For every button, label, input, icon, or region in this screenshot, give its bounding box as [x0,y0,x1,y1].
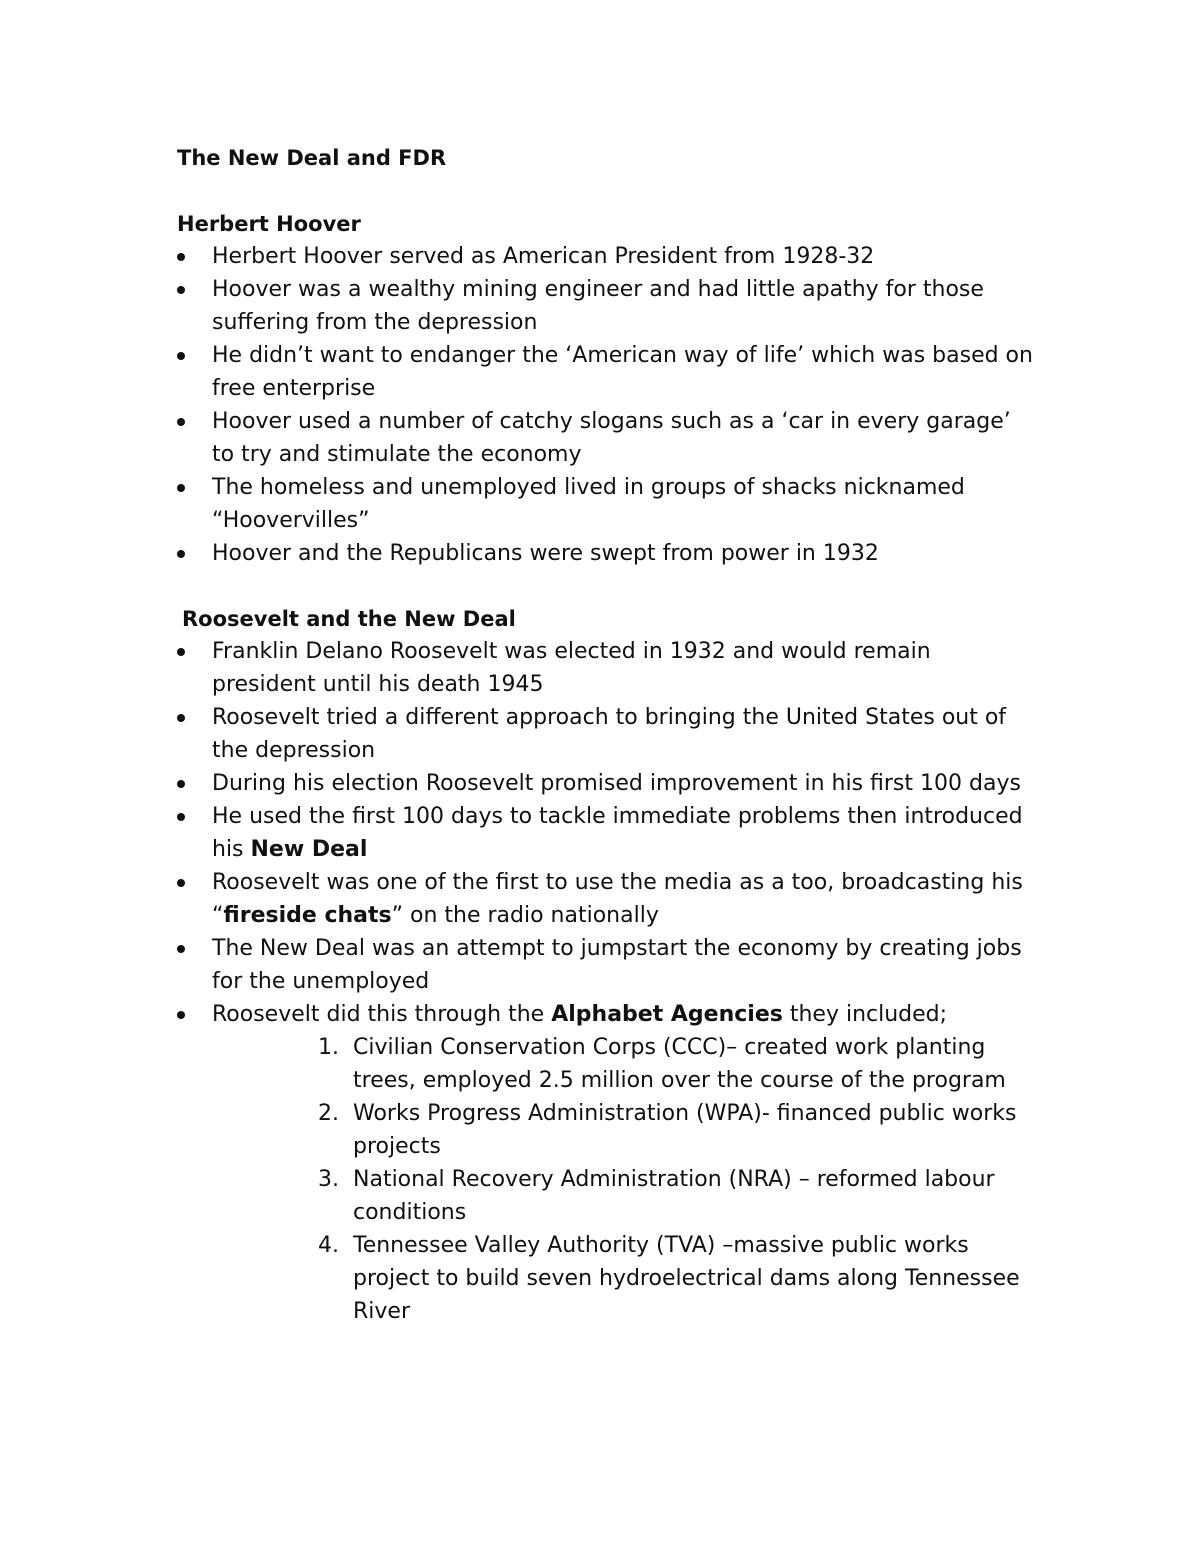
list-item: The New Deal was an attempt to jumpstart the economy by creating jobs for the unemployed [177,932,1037,998]
bullet-icon [177,253,185,261]
list-item: The homeless and unemployed lived in groups of shacks nicknamed “Hoovervilles” [177,471,1037,537]
bullet-icon [177,945,185,953]
list-item: 3. National Recovery Administration (NRA) – reformed labour conditions [318,1163,1038,1229]
list-item: Hoover used a number of catchy slogans such as a ‘car in every garage’ to try and stimulate the economy [177,405,1037,471]
list-item: 4. Tennessee Valley Authority (TVA) –massive public works project to build seven hydroelectrical dams along Tennessee River [318,1229,1038,1328]
fireside-chats-emphasis: fireside chats [223,903,392,928]
list-item: Roosevelt did this through the Alphabet Agencies they included; [177,998,1037,1031]
section-heading-roosevelt-new-deal: Roosevelt and the New Deal [182,607,516,631]
bullet-icon [177,648,185,656]
list-item: He didn’t want to endanger the ‘American way of life’ which was based on free enterprise [177,339,1037,405]
bullet-icon [177,780,185,788]
bullet-icon [177,286,185,294]
list-item: Hoover and the Republicans were swept from power in 1932 [177,537,1037,570]
section-heading-herbert-hoover: Herbert Hoover [177,212,361,236]
document-title: The New Deal and FDR [177,146,447,170]
alphabet-agencies-list [318,1031,1038,1328]
list-number: 4. [318,1233,339,1258]
list-number: 2. [318,1101,339,1126]
list-number: 3. [318,1167,339,1192]
list-item: Franklin Delano Roosevelt was elected in 1932 and would remain president until his death 1945 [177,635,1037,701]
bullet-icon [177,879,185,887]
bullet-icon [177,813,185,821]
roosevelt-bullet-list [177,635,1037,1031]
bullet-icon [177,484,185,492]
hoover-bullet-list [177,240,1037,570]
list-item: Roosevelt tried a different approach to bringing the United States out of the depression [177,701,1037,767]
bullet-icon [177,714,185,722]
bullet-icon [177,352,185,360]
list-item: Roosevelt was one of the first to use the media as a too, broadcasting his “fireside chats” on the radio nationally [177,866,1037,932]
list-item: He used the first 100 days to tackle immediate problems then introduced his New Deal [177,800,1037,866]
list-item: 1. Civilian Conservation Corps (CCC)– created work planting trees, employed 2.5 million over the course of the program [318,1031,1038,1097]
bullet-icon [177,418,185,426]
list-item: During his election Roosevelt promised improvement in his first 100 days [177,767,1037,800]
bullet-icon [177,550,185,558]
alphabet-agencies-emphasis: Alphabet Agencies [551,1002,783,1027]
list-item: Hoover was a wealthy mining engineer and had little apathy for those suffering from the depression [177,273,1037,339]
list-item: 2. Works Progress Administration (WPA)- financed public works projects [318,1097,1038,1163]
bullet-icon [177,1011,185,1019]
list-number: 1. [318,1035,339,1060]
list-item: Herbert Hoover served as American President from 1928-32 [177,240,1037,273]
new-deal-emphasis: New Deal [250,837,368,862]
